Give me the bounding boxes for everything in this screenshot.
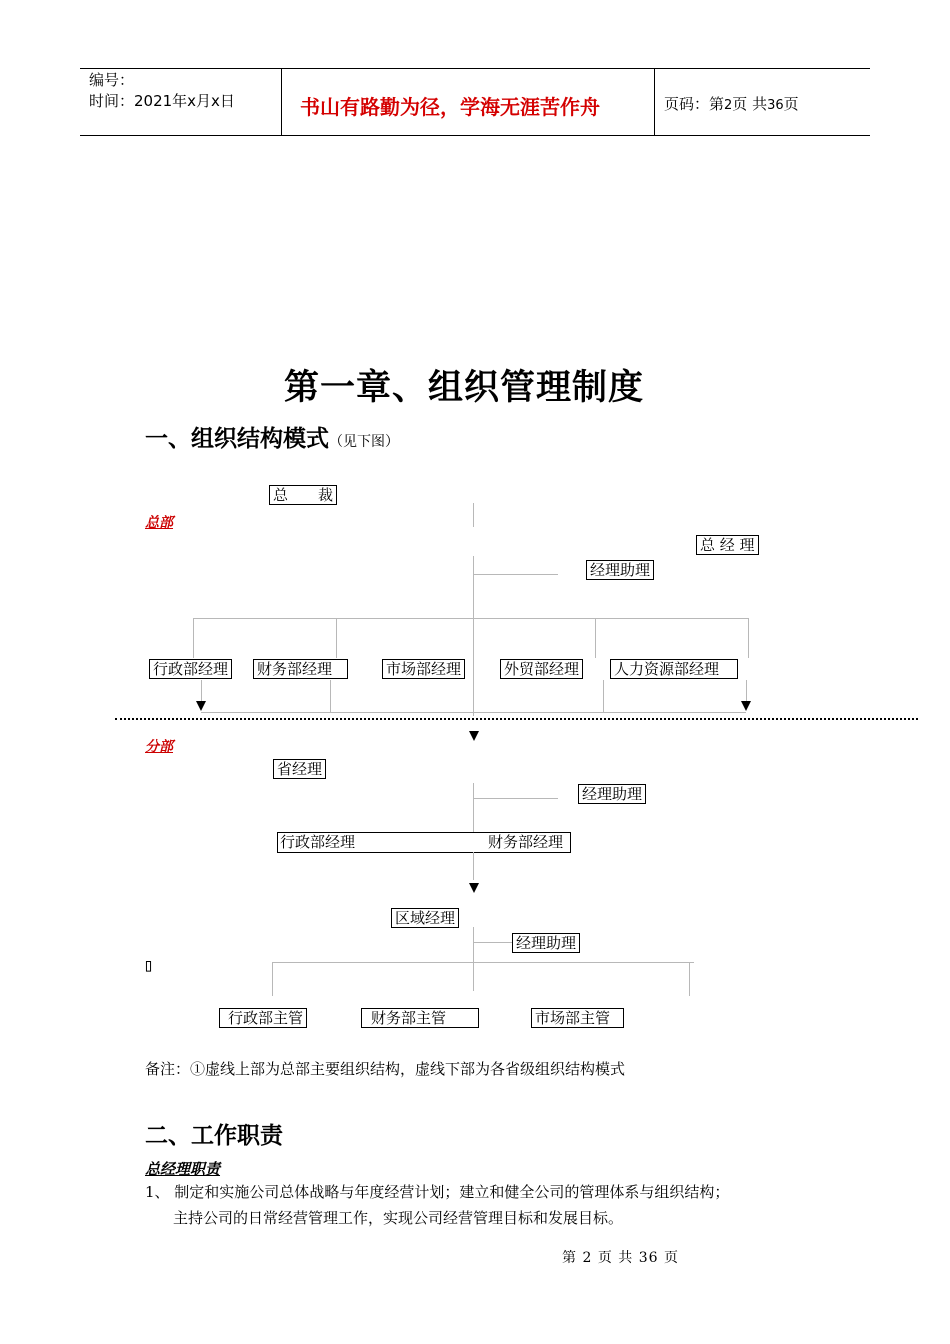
box-general-manager: 总 经 理 [696,535,759,555]
arrow-down-icon [196,701,206,711]
connector-line [201,712,746,713]
connector-line [473,574,558,575]
box-hq-marketing: 市场部经理 [382,659,465,679]
box-hq-hr: 人力资源部经理 [610,659,738,679]
duty-title: 总经理职责 [145,1160,221,1178]
footer-suffix: 页 [664,1250,680,1266]
connector-line [473,503,474,527]
page-footer [562,1247,679,1267]
duty-item-1-line1: 1、 制定和实施公司总体战略与年度经营计划；建立和健全公司的管理体系与组织结构； [145,1183,730,1201]
connector-line [193,618,748,619]
footer-prefix: 第 [562,1250,577,1266]
box-assistant-hq: 经理助理 [586,560,654,580]
box-provincial-manager: 省经理 [273,759,326,779]
section1-title: 一、组织结构模式 [145,425,329,452]
box-president: 总 裁 [269,485,337,505]
footer-total: 36 [638,1250,659,1266]
section1-subtitle: （见下图） [329,434,399,450]
footer-mid: 页 共 [597,1250,634,1266]
chapter-title: 第一章、组织管理制度 [284,367,645,408]
box-assistant-region: 经理助理 [512,933,580,953]
header-page-prefix: 页码：第 [664,95,725,113]
header-page-current: 2 [724,98,733,113]
province-admin: 行政部经理 [280,833,356,851]
header-page-suffix: 页 [783,95,799,113]
box-regional-manager: 区域经理 [391,908,459,928]
dotted-divider [115,718,918,720]
headquarters-label: 总部 [145,515,173,531]
header-time: 时间：2021年x月x日 [89,92,235,110]
province-finance: 财务部经理 [488,833,564,851]
branch-label: 分部 [145,739,173,755]
header-page-total: 36 [767,98,784,113]
connector-line [473,927,474,991]
box-hq-admin: 行政部经理 [149,659,232,679]
footer-current: 2 [582,1250,593,1266]
connector-line [473,852,474,880]
box-hq-trade: 外贸部经理 [500,659,583,679]
connector-line [473,556,474,716]
connector-line [201,680,202,702]
connector-line [473,783,474,833]
header-number: 编号： [89,71,135,89]
connector-line [603,680,604,712]
box-region-marketing: 市场部主管 [531,1008,624,1028]
province-departments-box [277,832,571,853]
arrow-down-icon [469,731,479,741]
connector-line [473,942,513,943]
connector-line [473,798,558,799]
duty-item-1-line2: 主持公司的日常经营管理工作，实现公司经营管理目标和发展目标。 [173,1209,624,1227]
arrow-down-icon [741,701,751,711]
connector-line [746,680,747,702]
connector-line [272,962,694,963]
box-assistant-province: 经理助理 [578,784,646,804]
connector-line [595,618,596,658]
connector-line [272,962,273,996]
header-page-mid: 页 共 [732,95,768,113]
connector-line [748,618,749,658]
connector-line [193,618,194,658]
box-region-admin: 行政部主管 [219,1008,307,1028]
connector-line [336,618,337,658]
box-region-finance: 财务部主管 [361,1008,479,1028]
header-motto: 书山有路勤为径，学海无涯苦作舟 [300,95,600,119]
connector-line [330,680,331,712]
box-hq-finance: 财务部经理 [253,659,348,679]
arrow-down-icon [469,883,479,893]
chart-note: 备注：①虚线上部为总部主要组织结构，虚线下部为各省级组织结构模式 [145,1060,626,1078]
connector-line [689,962,690,996]
section2-title: 二、工作职责 [145,1122,283,1149]
stray-glyph-icon: ▯ [143,955,154,976]
